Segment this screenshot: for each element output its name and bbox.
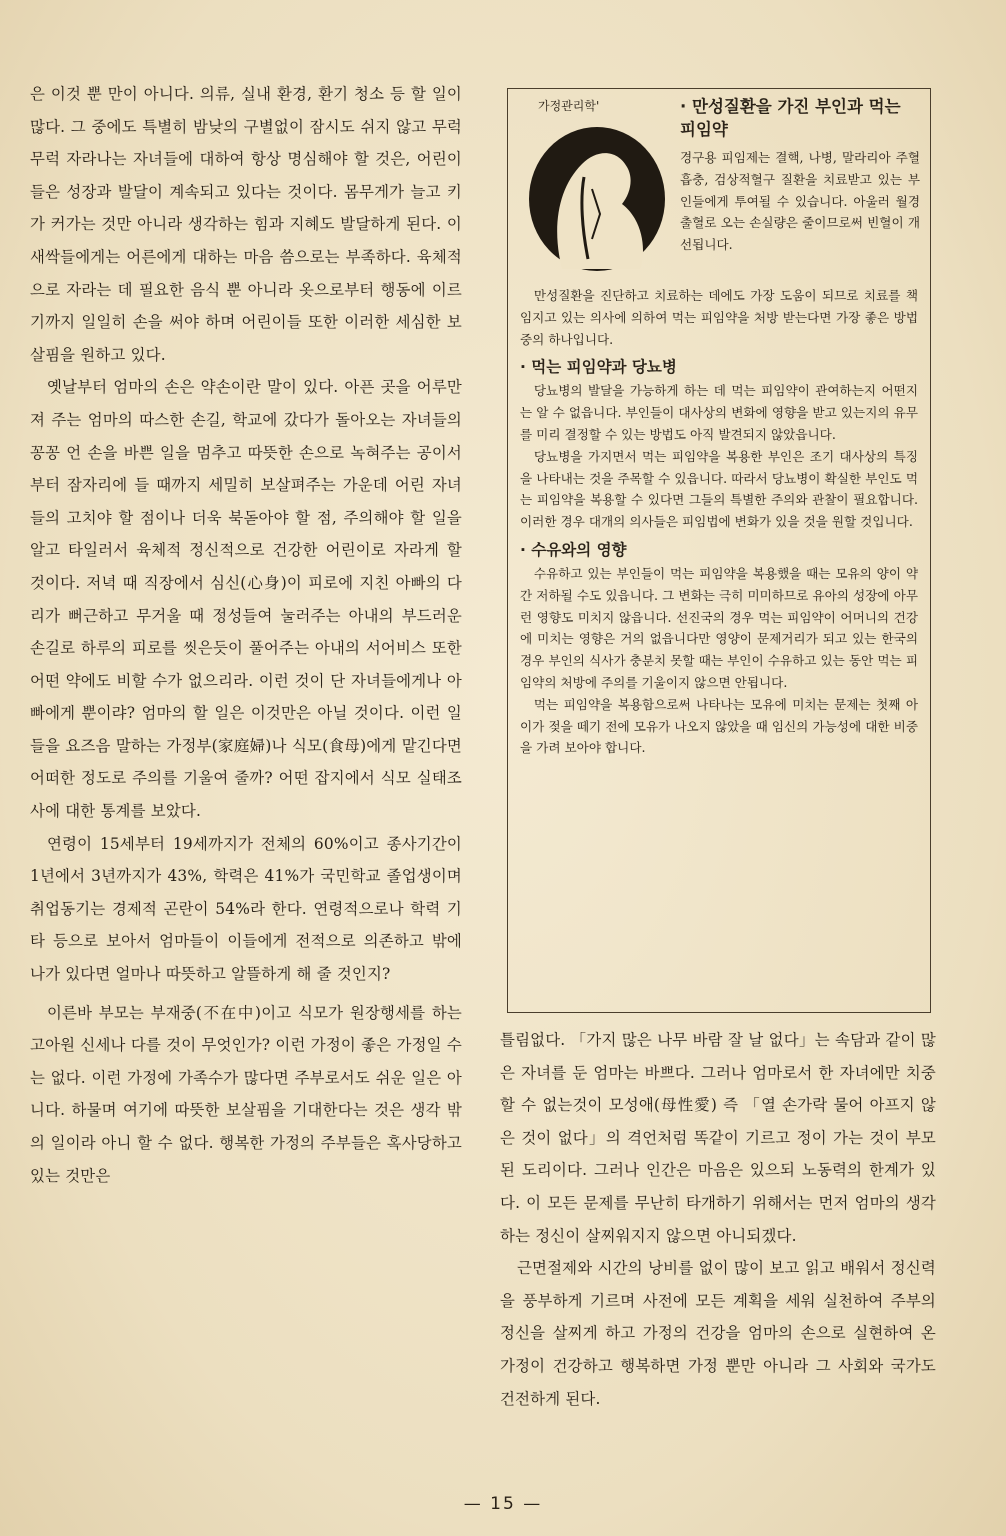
- body-paragraph: 연령이 15세부터 19세까지가 전체의 60%이고 종사기간이 1년에서 3년까지가 43%, 학력은 41%가 국민학교 졸업생이며 취업동기는 경제적 곤란이 54%라 한다. 연령적으로나 학력 기타 등으로 보아서 엄마들이 이들에게 전적으로 의존하고 밖에 나가 있다면 얼마나 따뜻하고 알뜰하게 해 줄 것인지?: [30, 834, 462, 984]
- body-paragraph: 틀림없다. 「가지 많은 나무 바람 잘 날 없다」는 속담과 같이 많은 자녀를 둔 엄마는 바쁘다. 그러나 엄마로서 한 자녀에만 치중할 수 없는것이 모성애(母性愛) 즉 「열 손가락 물어 아프지 않은 것이 없다」의 격언처럼 똑같이 기르고 정이 가는 것이 부모된 도리이다. 그러나 인간은 마음은 있으되 노동력의 한계가 있다. 이 모든 문제를 무난히 타개하기 위해서는 먼저 엄마의 생각하는 정신이 살찌워지지 않으면 아니되겠다.: [500, 1031, 936, 1245]
- sidebar-box: [507, 88, 931, 1013]
- body-paragraph: 근면절제와 시간의 낭비를 없이 많이 보고 읽고 배워서 정신력을 풍부하게 기르며 사전에 모든 계획을 세워 실천하여 주부의 정신을 살찌게 하고 가정의 건강을 엄마의 손으로 실현하여 온 가정이 건강하고 행복하면 가정 뿐만 아니라 그 사회와 국가도 건전하게 된다.: [500, 1259, 936, 1408]
- sidebar-box-intro: 경구용 피임제는 결핵, 나병, 말라리아 주혈흡충, 검상적혈구 질환을 치료받고 있는 부인들에게 투여될 수 있습니다. 아울러 월경출혈로 오는 손실량은 줄이므로써 빈혈이 개선됩니다.: [680, 150, 920, 253]
- sidebar-box-label: 가정관리학': [538, 99, 600, 113]
- right-column-bottom: [500, 1024, 936, 1415]
- seated-woman-illustration-icon: [522, 119, 672, 274]
- sidebar-paragraph: 당뇨병을 가지면서 먹는 피임약을 복용한 부인은 조기 대사상의 특징을 나타내는 것을 주목할 수 있읍니다. 따라서 당뇨병이 확실한 부인도 먹는 피임약을 복용할 수 있다면 그들의 특별한 주의와 관찰이 필요합니다. 이러한 경우 대개의 의사들은 피임법에 변화가 있을 것을 원할 것입니다.: [520, 448, 918, 530]
- sidebar-paragraph: 만성질환을 진단하고 치료하는 데에도 가장 도움이 되므로 치료를 책임지고 있는 의사에 의하여 먹는 피임약을 처방 받는다면 가장 좋은 방법중의 하나입니다.: [520, 288, 918, 347]
- body-paragraph: 은 이것 뿐 만이 아니다. 의류, 실내 환경, 환기 청소 등 할 일이 많다. 그 중에도 특별히 밤낮의 구별없이 잠시도 쉬지 않고 무럭무럭 자라나는 자녀들에 대하여 항상 명심해야 할 것은, 어린이들은 성장과 발달이 계속되고 있다는 것이다. 몸무게가 늘고 키가 커가는 것만 아니라 생각하는 힘과 지혜도 발달하게 된다. 이 새싹들에게는 어른에게 대하는 마음 씀으로는 부족하다. 육체적으로 자라는 데 필요한 음식 뿐 아니라 옷으로부터 행동에 이르기까지 일일히 손을 써야 하며 어린이들 또한 이러한 세심한 보살핌을 원하고 있다.: [30, 85, 462, 364]
- sidebar-box-body: [520, 285, 918, 759]
- sidebar-section-heading: · 먹는 피임약과 당뇨병: [520, 358, 677, 377]
- sidebar-paragraph: 수유하고 있는 부인들이 먹는 피임약을 복용했을 때는 모유의 양이 약간 저하될 수도 있읍니다. 그 변화는 극히 미미하므로 유아의 성장에 아무런 영향도 미치지 않읍니다. 선진국의 경우 먹는 피임약이 어머니의 건강에 미치는 영향은 거의 없읍니다만 영양이 문제거리가 되고 있는 한국의 경우 부인의 식사가 충분치 못할 때는 부인이 수유하고 있는 동안 먹는 피임약의 처방에 주의를 기울이지 않으면 안됩니다.: [520, 565, 918, 690]
- sidebar-paragraph: 당뇨병의 발달을 가능하게 하는 데 먹는 피임약이 관여하는지 어떤지는 알 수 없읍니다. 부인들이 대사상의 변화에 영향을 받고 있는지의 유무를 미리 결정할 수 있는 방법도 아직 발견되지 않았읍니다.: [520, 383, 918, 442]
- body-paragraph: 옛날부터 엄마의 손은 약손이란 말이 있다. 아픈 곳을 어루만져 주는 엄마의 따스한 손길, 학교에 갔다가 돌아오는 자녀들의 꽁꽁 언 손을 바쁜 일을 멈추고 따뜻한 손으로 녹혀주는 공이서부터 잠자리에 들 때까지 세밀히 보살펴주는 가운데 어린 자녀들의 고치야 할 점이나 더욱 북돋아야 할 점, 주의해야 할 일을 알고 타일러서 육체적 정신적으로 건강한 어린이로 자라게 할 것이다. 저녁 때 직장에서 심신(心身)이 피로에 지친 아빠의 다리가 뻐근하고 무거울 때 정성들여 눌러주는 아내의 부드러운 손길로 하루의 피로를 씻은듯이 풀어주는 아내의 서어비스 또한 어떤 약에도 비할 수가 없으리라. 이런 것이 단 자녀들에게나 아빠에게 뿐이랴? 엄마의 할 일은 이것만은 아닐 것이다. 이런 일들을 요즈음 말하는 가정부(家庭婦)나 식모(食母)에게 맡긴다면 어떠한 정도로 주의를 기울여 줄까? 어떤 잡지에서 식모 실태조사에 대한 통계를 보았다.: [30, 378, 462, 821]
- sidebar-box-title: · 만성질환을 가진 부인과 먹는 피임약: [680, 97, 901, 139]
- body-paragraph: 이른바 부모는 부재중(不在中)이고 식모가 원장행세를 하는 고아원 신세나 다를 것이 무엇인가? 이런 가정이 좋은 가정일 수는 없다. 이런 가정에 가족수가 많다면 주부로서도 쉬운 일은 아니다. 하물며 여기에 따뜻한 보살핌을 기대한다는 것은 생각 밖의 일이라 아니 할 수 없다. 행복한 가정의 주부들은 혹사당하고 있는 것만은: [30, 1003, 462, 1185]
- sidebar-paragraph: 먹는 피임약을 복용함으로써 나타나는 모유에 미치는 문제는 첫째 아이가 젖을 떼기 전에 모유가 나오지 않았을 때 임신의 가능성에 대한 비중을 가려 보아야 합니다.: [520, 696, 918, 756]
- page-number: — 15 —: [463, 1494, 543, 1514]
- sidebar-section-heading: · 수유와의 영향: [520, 540, 627, 559]
- left-column: [30, 78, 462, 1192]
